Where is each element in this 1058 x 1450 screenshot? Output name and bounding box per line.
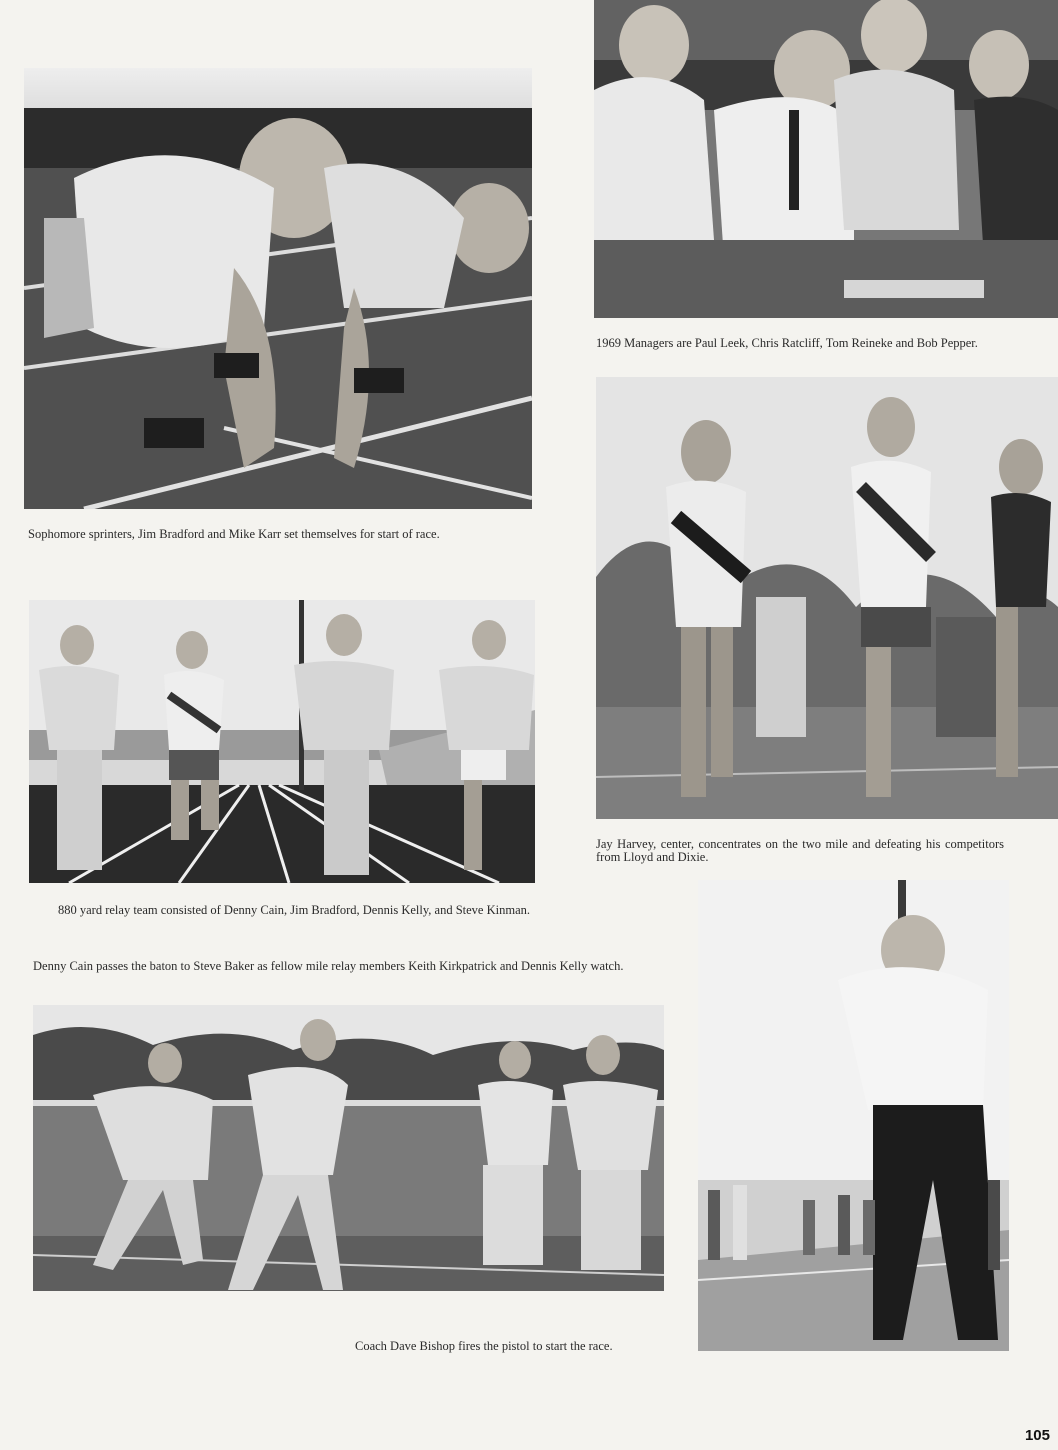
caption-managers: 1969 Managers are Paul Leek, Chris Ratcliff, Tom Reineke and Bob Pepper. <box>596 336 978 350</box>
photo-baton-pass <box>33 1005 664 1291</box>
caption-sprinters: Sophomore sprinters, Jim Bradford and Mike Karr set themselves for start of race. <box>28 527 440 541</box>
photo-sprinters <box>24 68 532 509</box>
photo-880-relay <box>29 600 535 883</box>
caption-two-mile: Jay Harvey, center, concentrates on the two mile and defeating his competitors from Lloyd and Dixie. <box>596 837 1004 864</box>
photo-managers <box>594 0 1058 318</box>
photo-coach-pistol <box>698 880 1009 1351</box>
photo-two-mile <box>596 377 1058 819</box>
caption-baton: Denny Cain passes the baton to Steve Baker as fellow mile relay members Keith Kirkpatrick and Dennis Kelly watch. <box>33 959 624 973</box>
caption-coach: Coach Dave Bishop fires the pistol to start the race. <box>355 1339 613 1353</box>
page-number: 105 <box>1024 1427 1050 1444</box>
caption-880-relay: 880 yard relay team consisted of Denny Cain, Jim Bradford, Dennis Kelly, and Steve Kinman. <box>58 903 530 917</box>
